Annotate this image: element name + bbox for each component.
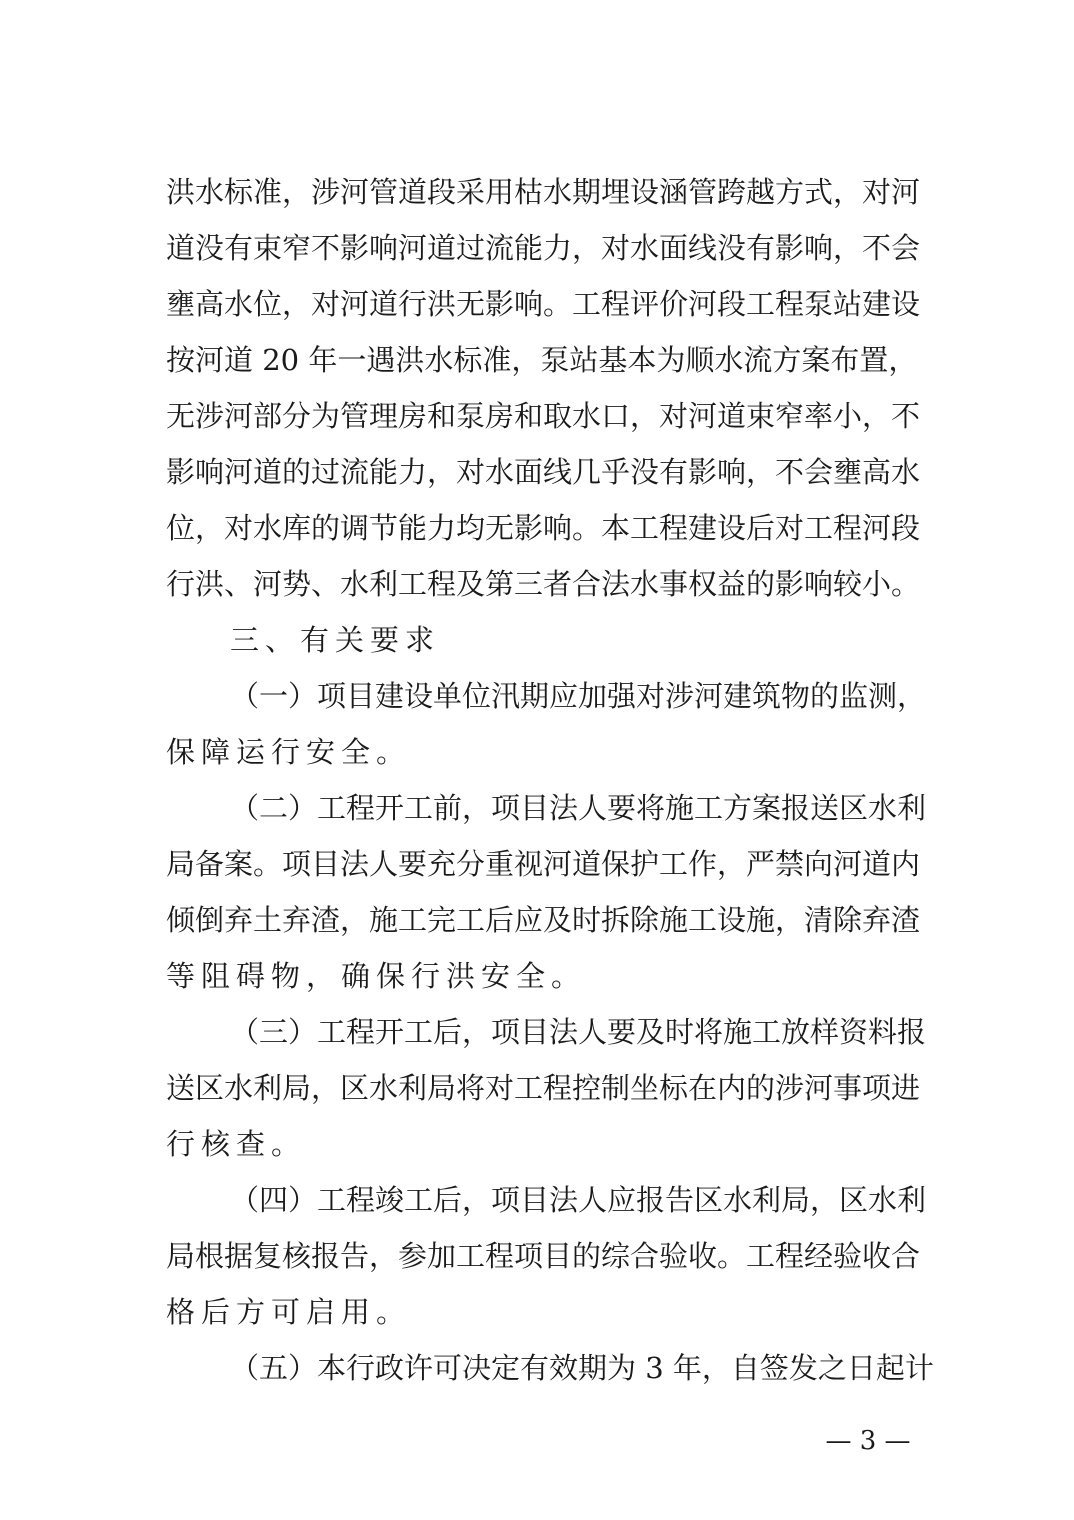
- body-text-line: 壅高水位，对河道行洪无影响。工程评价河段工程泵站建设: [166, 287, 921, 321]
- body-text-line: 道没有束窄不影响河道过流能力，对水面线没有影响，不会: [166, 231, 921, 265]
- section-heading: 三、有关要求: [230, 623, 441, 657]
- page-number: — 3 —: [825, 1426, 911, 1456]
- body-text-line: 无涉河部分为管理房和泵房和取水口，对河道束窄率小，不: [166, 399, 921, 433]
- body-text-line: 位，对水库的调节能力均无影响。本工程建设后对工程河段: [166, 511, 921, 545]
- body-text-line: （四）工程竣工后，项目法人应报告区水利局，区水利: [230, 1183, 927, 1217]
- body-text-line: 局根据复核报告，参加工程项目的综合验收。工程经验收合: [166, 1239, 921, 1273]
- body-text-line: （一）项目建设单位汛期应加强对涉河建筑物的监测，: [230, 679, 927, 713]
- body-text-line: 保障运行安全。: [166, 735, 412, 769]
- body-text-line: 等阻碍物，确保行洪安全。: [166, 959, 587, 993]
- body-text-line: （三）工程开工后，项目法人要及时将施工放样资料报: [230, 1015, 927, 1049]
- body-text-line: 洪水标准，涉河管道段采用枯水期埋设涵管跨越方式，对河: [166, 175, 921, 209]
- body-text-line: 按河道 20 年一遇洪水标准，泵站基本为顺水流方案布置，: [166, 343, 918, 377]
- body-text-line: 格后方可启用。: [166, 1295, 412, 1329]
- body-text-line: （五）本行政许可决定有效期为 3 年，自签发之日起计: [230, 1351, 934, 1385]
- body-text-line: 局备案。项目法人要充分重视河道保护工作，严禁向河道内: [166, 847, 921, 881]
- body-text-line: 倾倒弃土弃渣，施工完工后应及时拆除施工设施，清除弃渣: [166, 903, 921, 937]
- body-text-line: 影响河道的过流能力，对水面线几乎没有影响，不会壅高水: [166, 455, 921, 489]
- body-text-line: 行洪、河势、水利工程及第三者合法水事权益的影响较小。: [166, 567, 921, 601]
- body-text-line: 送区水利局，区水利局将对工程控制坐标在内的涉河事项进: [166, 1071, 921, 1105]
- body-text-line: 行核查。: [166, 1127, 307, 1161]
- body-text-line: （二）工程开工前，项目法人要将施工方案报送区水利: [230, 791, 927, 825]
